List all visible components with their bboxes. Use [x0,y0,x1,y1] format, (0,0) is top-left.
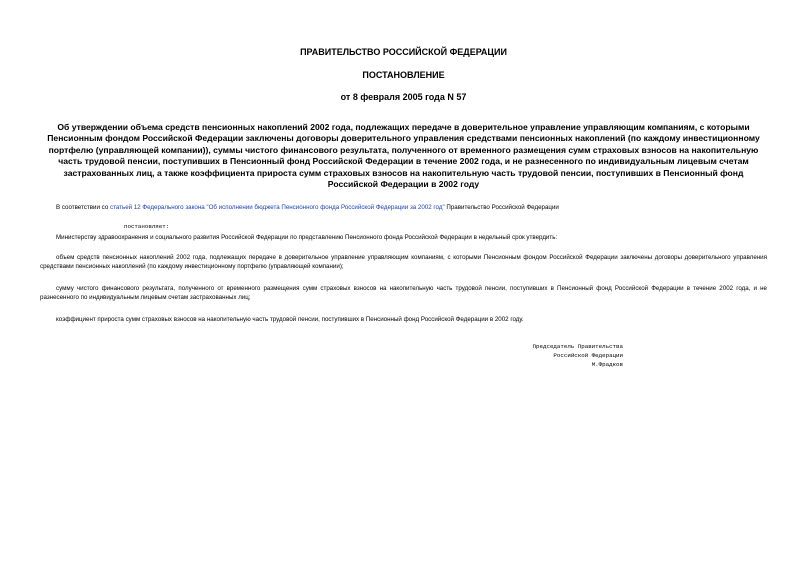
federal-law-link[interactable]: статьей 12 Федерального закона "Об исполнении бюджета Пенсионного фонда Российской Федерации за 2002 год" [109,204,445,211]
signature-name: М.Фрадков [591,361,623,368]
basis-suffix: Правительство Российской Федерации [444,204,559,211]
decrees-word: постановляет: [124,223,170,230]
basis-paragraph [56,203,776,212]
item-net-financial-result: сумму чистого финансового результата, полученного от временного размещения сумм страховых взносов на накопительную часть трудовой пенсии, поступивших в Пенсионный фонд Российской Федерации в течение 2002 года, и не разнесенного по индивидуальным лицевым счетам застрахованных лиц; [40,285,767,301]
government-heading: ПРАВИТЕЛЬСТВО РОССИЙСКОЙ ФЕДЕРАЦИИ [300,47,507,57]
signature-position: Председатель Правительства [532,343,623,350]
item-growth-coefficient: коэффициент прироста сумм страховых взносов на накопительную часть трудовой пенсии, поступивших в Пенсионный фонд Российской Федерации в 2002 году. [56,316,524,323]
document-type-heading: ПОСТАНОВЛЕНИЕ [362,70,445,80]
date-number-heading: от 8 февраля 2005 года N 57 [340,92,467,102]
ministry-paragraph: Министерству здравоохранения и социального развития Российской Федерации по представлению Пенсионного фонда Российской Федерации в недельный срок утвердить: [56,234,558,241]
basis-prefix: В соответствии со [56,204,110,211]
item-pension-savings-volume: объем средств пенсионных накоплений 2002 года, подлежащих передаче в доверительное управление управляющим компаниям, с которыми Пенсионным фондом Российской Федерации заключены договоры доверительного управления средствами пенсионных накоплений (по каждому инвестиционному портфелю (управляющей компании); [40,254,767,270]
signature-organization: Российской Федерации [553,352,623,359]
document-title: Об утверждении объема средств пенсионных накоплений 2002 года, подлежащих передаче в доверительное управление управляющим компаниям, с которыми Пенсионным фондом Российской Федерации заключены договоры доверительного управления средствами пенсионных накоплений (по каждому инвестиционному портфелю (управляющей компании)), суммы чистого финансового результата, полученного от временного размещения сумм страховых взносов на накопительную часть трудовой пенсии, поступивших в Пенсионный фонд Российской Федерации в течение 2002 года, и не разнесенного по индивидуальным лицевым счетам застрахованных лиц, а также коэффициента прироста сумм страховых взносов на накопительную часть трудовой пенсии, поступивших в Пенсионный фонд Российской Федерации в 2002 году [47,122,760,190]
